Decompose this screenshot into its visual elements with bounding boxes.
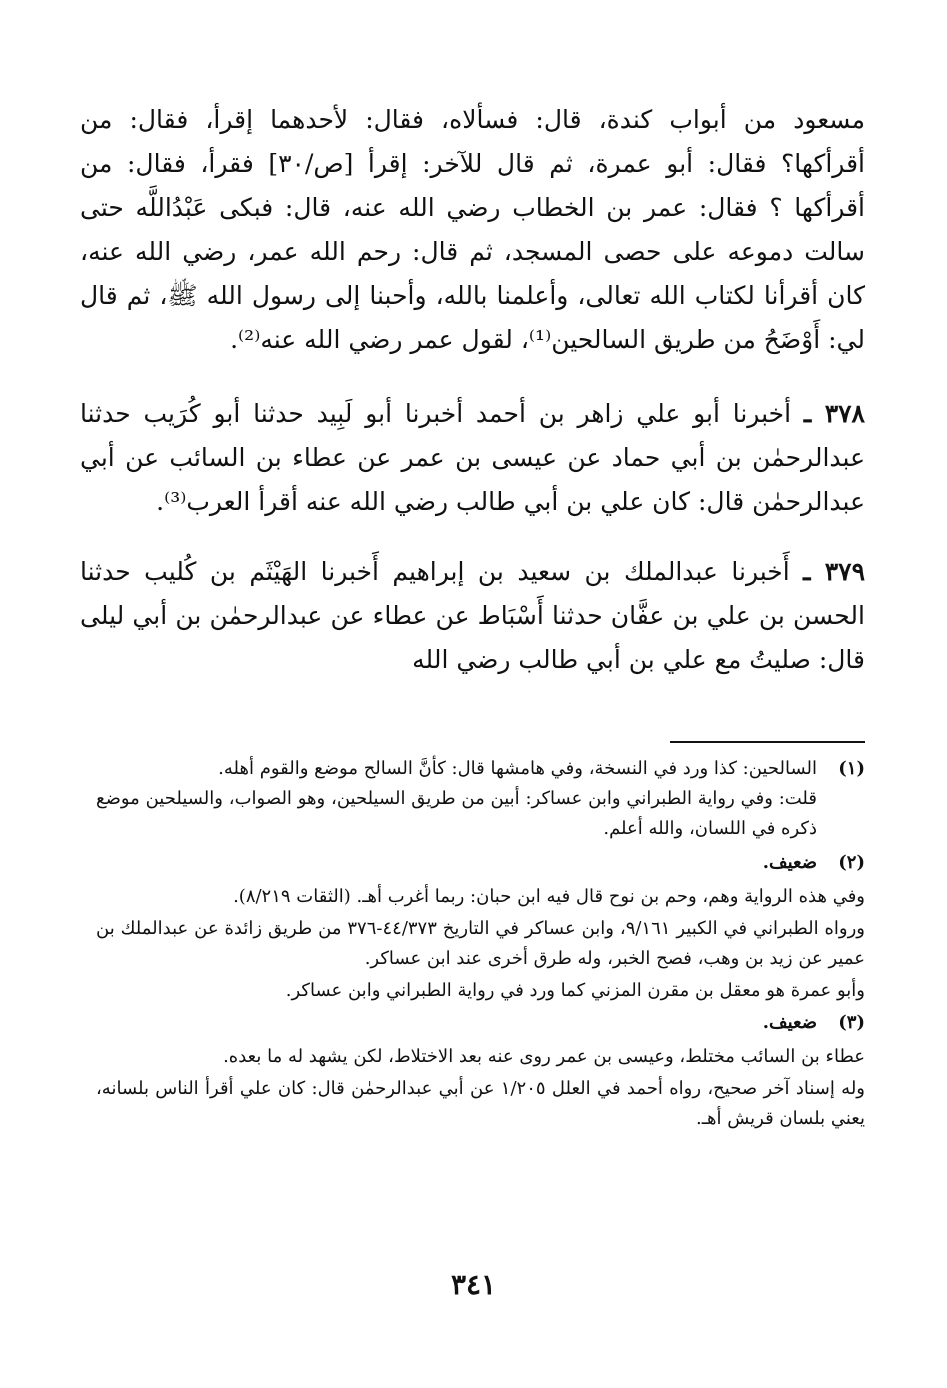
footnote-marker: (١) xyxy=(838,758,865,779)
footnote-line: قلت: وفي رواية الطبراني وابن عساكر: أبين من طريق السيلحين، وهو الصواب، والسيلحين موضع ذكره في اللسان، والله أعلم. xyxy=(96,788,817,839)
footnote-1 xyxy=(96,754,865,844)
footnote-line: ورواه الطبراني في الكبير ٩/١٦١، وابن عساكر في التاريخ ٤٤/٣٧٣-٣٧٦ من طريق زائدة عن عبدالملك بن عمير عن زيد بن وهب، فصح الخبر، وله طرق أخرى عند ابن عساكر. xyxy=(96,918,865,969)
footnote-line: وله إسناد آخر صحيح، رواه أحمد في العلل ١/٢٠٥ عن أبي عبدالرحمٰن قال: كان علي أقرأ الناس بلسانه، يعني بلسان قريش أهـ. xyxy=(96,1078,866,1129)
footnote-grade: ضعيف. xyxy=(762,1012,817,1033)
footnote-body xyxy=(96,754,817,844)
footnote-body xyxy=(96,848,817,878)
page-number: ٣٤١ xyxy=(450,1268,497,1301)
hadith-number: ٣٧٨ ـ xyxy=(803,399,865,428)
hadith-text: أخبرنا أبو علي زاهر بن أحمد أخبرنا أبو لَبِيد حدثنا أبو كُرَيب حدثنا عبدالرحمٰن بن أبي حماد عن عيسى بن عمر عن عطاء بن السائب عن أبي عبدالرحمٰن قال: كان علي بن أبي طالب رضي الله عنه أقرأ العرب⁽³⁾. xyxy=(80,399,865,516)
hadith-number: ٣٧٩ ـ xyxy=(803,557,866,586)
footnote-line: السالحين: كذا ورد في النسخة، وفي هامشها قال: كأنَّ السالح موضع والقوم أهله. xyxy=(218,758,817,779)
footnote-line: وأبو عمرة هو معقل بن مقرن المزني كما ورد في رواية الطبراني وابن عساكر. xyxy=(285,980,865,1001)
footnote-grade: ضعيف. xyxy=(762,852,817,873)
hadith-378 xyxy=(80,392,865,524)
footnote-line: وفي هذه الرواية وهم، وحم بن نوح قال فيه ابن حبان: ربما أغرب أهـ. (الثقات ٨/٢١٩). xyxy=(233,886,865,907)
footnote-body xyxy=(96,1008,817,1038)
intro-paragraph: مسعود من أبواب كندة، قال: فسألاه، فقال: لأحدهما إقرأ، فقال: من أقرأكها؟ فقال: أبو عمرة، ثم قال للآخر: إقرأ [ص/٣٠] فقرأ، فقال: من أقرأكها ؟ فقال: عمر بن الخطاب رضي الله عنه، قال: فبكى عَبْدُاللَّه حتى سالت دموعه على حصى المسجد، ثم قال: رحم الله عمر، رضي الله عنه، كان أقرأنا لكتاب الله تعالى، وأعلمنا بالله، وأحبنا إلى رسول الله ﷺ، ثم قال لي: أَوْضَحُ من طريق السالحين⁽¹⁾، لقول عمر رضي الله عنه⁽²⁾. xyxy=(80,105,865,354)
hadith-379 xyxy=(80,550,865,682)
footnotes xyxy=(96,754,865,1136)
footnote-2 xyxy=(96,848,865,878)
footnote-3 xyxy=(96,1008,865,1038)
main-text xyxy=(80,98,865,682)
footnote-line: عطاء بن السائب مختلط، وعيسى بن عمر روى عنه بعد الاختلاط، لكن يشهد له ما بعده. xyxy=(223,1046,865,1067)
footnote-marker: (٢) xyxy=(838,852,865,873)
hadith-text: أَخبرنا عبدالملك بن سعيد بن إبراهيم أَخبرنا الهَيْثَم بن كُليب حدثنا الحسن بن علي بن عفَّان حدثنا أَسْبَاط عن عطاء عن عبدالرحمٰن بن أبي ليلى قال: صليتُ مع علي بن أبي طالب رضي الله xyxy=(80,557,865,674)
footnote-divider xyxy=(670,741,865,743)
footnote-marker: (٣) xyxy=(838,1012,865,1033)
